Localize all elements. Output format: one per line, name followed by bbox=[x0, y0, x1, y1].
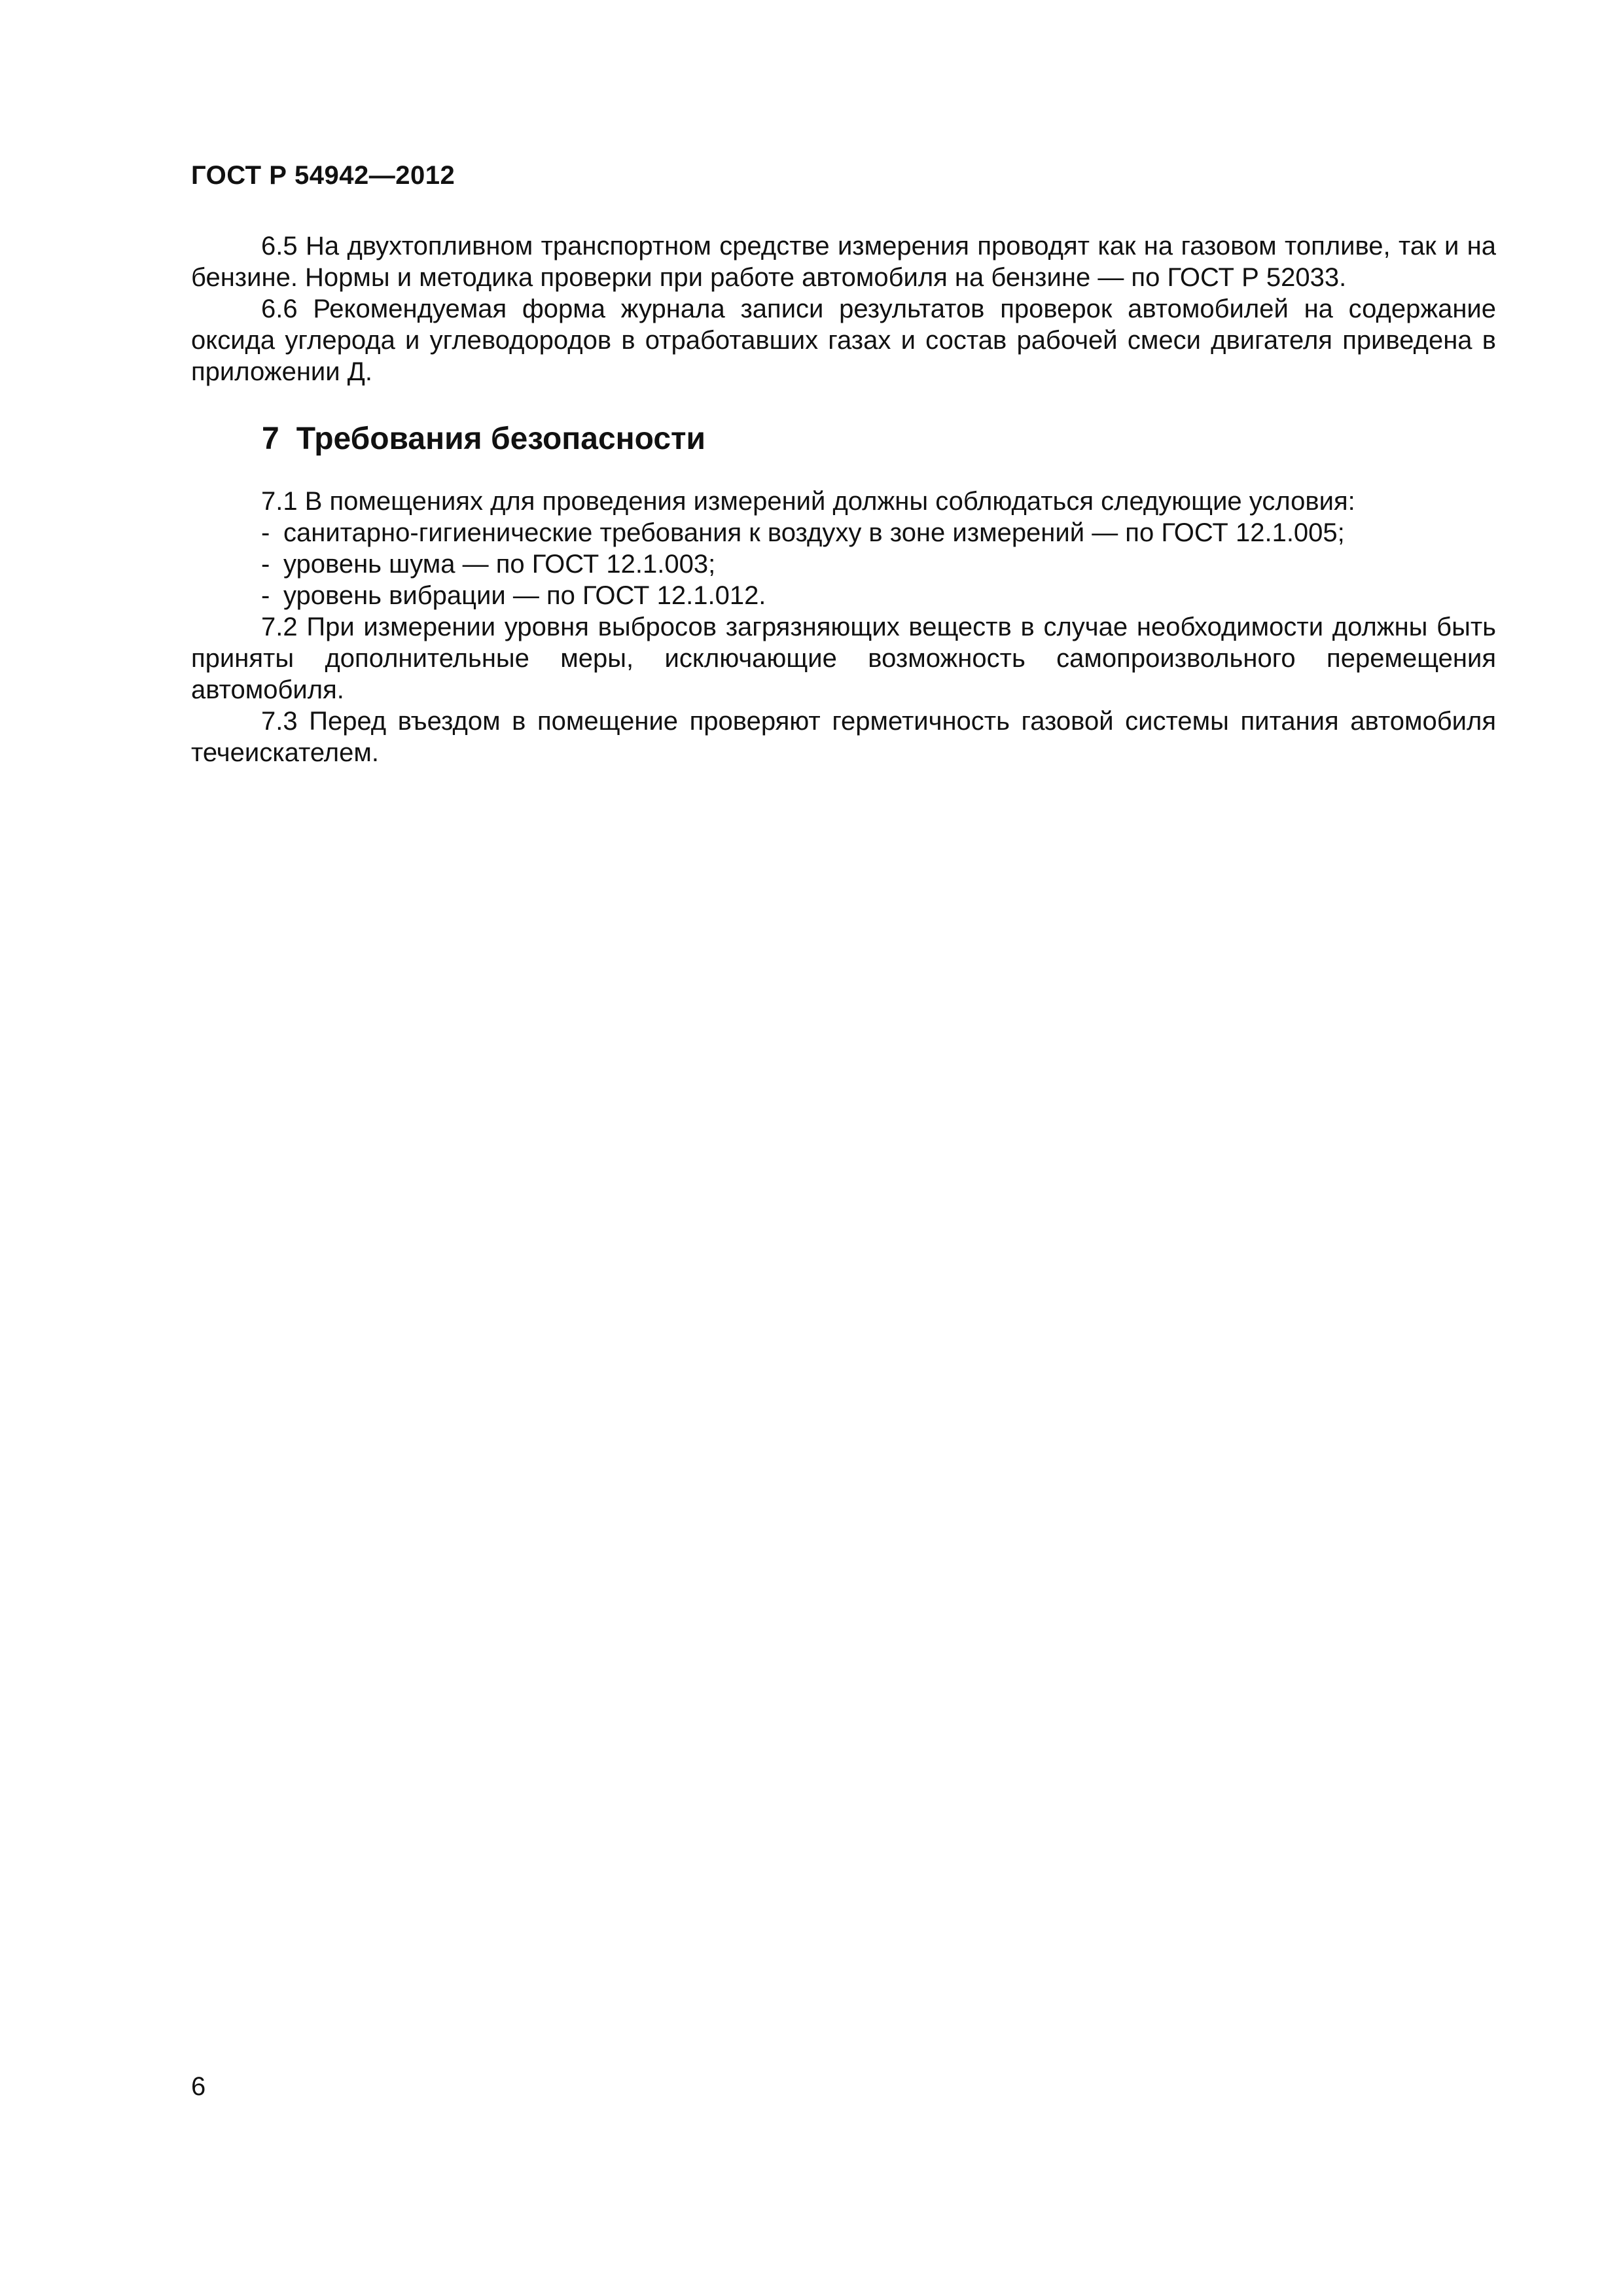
list-marker: - bbox=[261, 581, 270, 610]
paragraph-6-6: 6.6 Рекомендуемая форма журнала записи результатов проверок автомобилей на содержание оксида углерода и углеводородов в отработавших газах и состав рабочей смеси двигателя приведена в приложении Д. bbox=[191, 295, 1496, 386]
paragraph-7-3: 7.3 Перед въездом в помещение проверяют герметичность газовой системы питания автомобиля течеискателем. bbox=[191, 707, 1496, 767]
section-7-block bbox=[191, 486, 1496, 768]
document-code: ГОСТ Р 54942—2012 bbox=[191, 161, 455, 190]
list-item-text: уровень вибрации — по ГОСТ 12.1.012. bbox=[283, 581, 766, 610]
list-item-text: уровень шума — по ГОСТ 12.1.003; bbox=[283, 550, 716, 579]
section-6-block bbox=[191, 230, 1496, 387]
list-item-text: санитарно-гигиенические требования к воздуху в зоне измерений — по ГОСТ 12.1.005; bbox=[283, 518, 1345, 547]
paragraph-7-2: 7.2 При измерении уровня выбросов загрязняющих веществ в случае необходимости должны быть приняты дополнительные меры, исключающие возможность самопроизвольного перемещения автомобиля. bbox=[191, 613, 1496, 704]
list-marker: - bbox=[261, 550, 270, 579]
section-7-heading bbox=[262, 421, 705, 457]
page-number: 6 bbox=[191, 2072, 206, 2101]
paragraph-7-1: 7.1 В помещениях для проведения измерений должны соблюдаться следующие условия: bbox=[261, 487, 1355, 516]
list-marker: - bbox=[261, 518, 270, 547]
section-7-number: 7 bbox=[262, 422, 279, 456]
section-7-title: Требования безопасности bbox=[296, 422, 706, 456]
list-item bbox=[191, 517, 1496, 548]
list-item bbox=[191, 580, 1496, 611]
list-item bbox=[191, 548, 1496, 580]
paragraph-6-5: 6.5 На двухтопливном транспортном средстве измерения проводят как на газовом топливе, так и на бензине. Нормы и методика проверки при работе автомобиля на бензине — по ГОСТ Р 52033. bbox=[191, 232, 1496, 292]
